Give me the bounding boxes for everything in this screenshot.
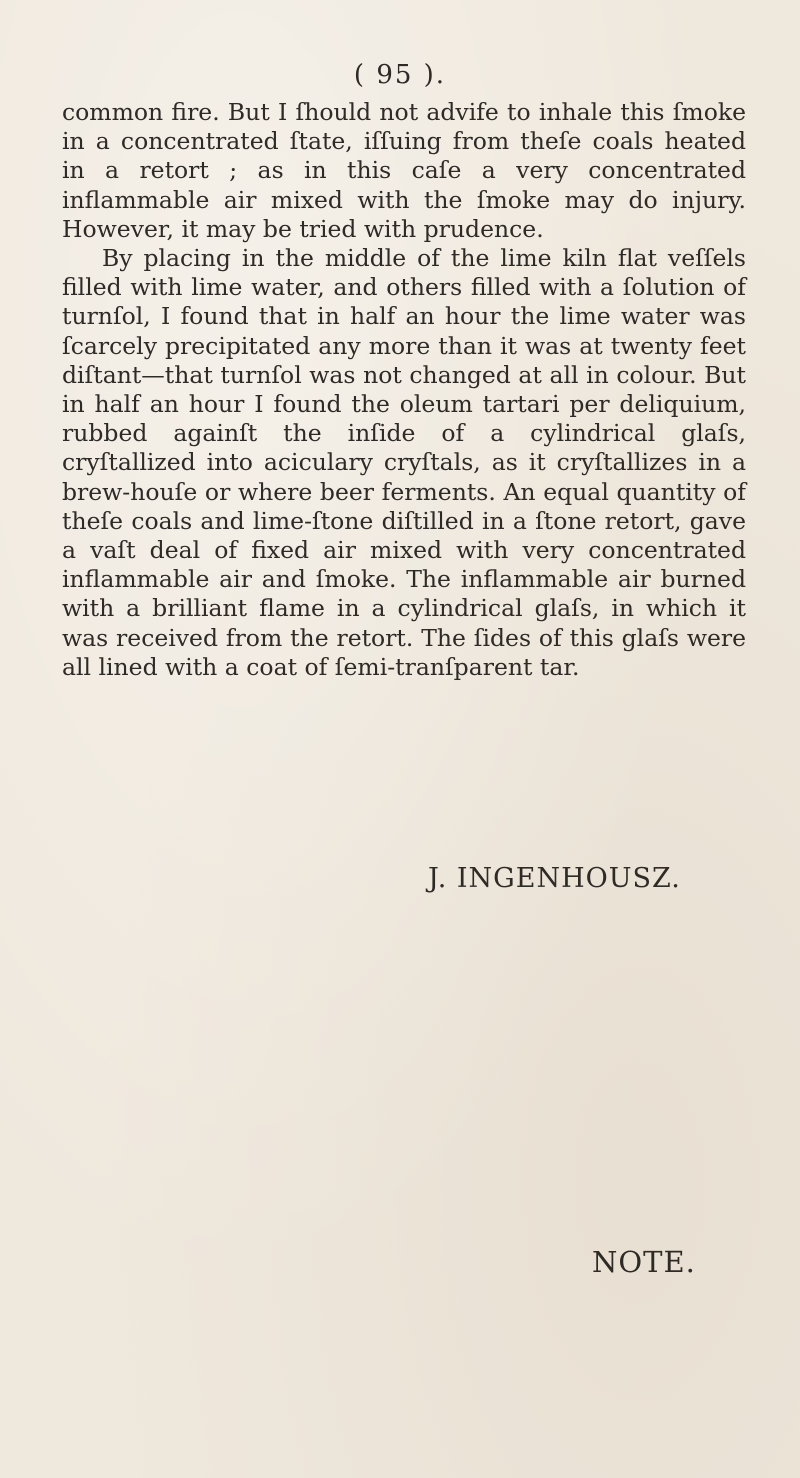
paragraph-1: common fire. But I ſhould not advife to inhale this ſmoke in a concentrated ſtate, iſſuing from theſe coals heated in a retort ; as in this caſe a very concentrated inflammable air mixed with the ſmoke may do injury. However, it may be tried with prudence. [62,98,746,243]
page-number: ( 95 ). [353,60,447,90]
body-text [62,98,746,682]
author-signature: J. INGENHOUSZ. [428,863,681,894]
catchword: NOTE. [592,1245,696,1279]
paragraph-2: By placing in the middle of the lime kiln flat veſſels filled with lime water, and others filled with a ſolution of turnſol, I found that in half an hour the lime water was ſcarcely precipitated any more than it was at twenty feet diſtant—that turnſol was not changed at all in colour. But in half an hour I found the oleum tartari per deliquium, rubbed againſt the inſide of a cylindrical glaſs, cryſtallized into aciculary cryſtals, as it cryſtallizes in a brew-houſe or where beer ferments. An equal quantity of theſe coals and lime-ſtone diſtilled in a ſtone retort, gave a vaſt deal of fixed air mixed with very concentrated inflammable air and ſmoke. The inflammable air burned with a brilliant flame in a cylindrical glaſs, in which it was received from the retort. The ſides of this glaſs were all lined with a coat of ſemi-tranſparent tar. [62,244,746,681]
